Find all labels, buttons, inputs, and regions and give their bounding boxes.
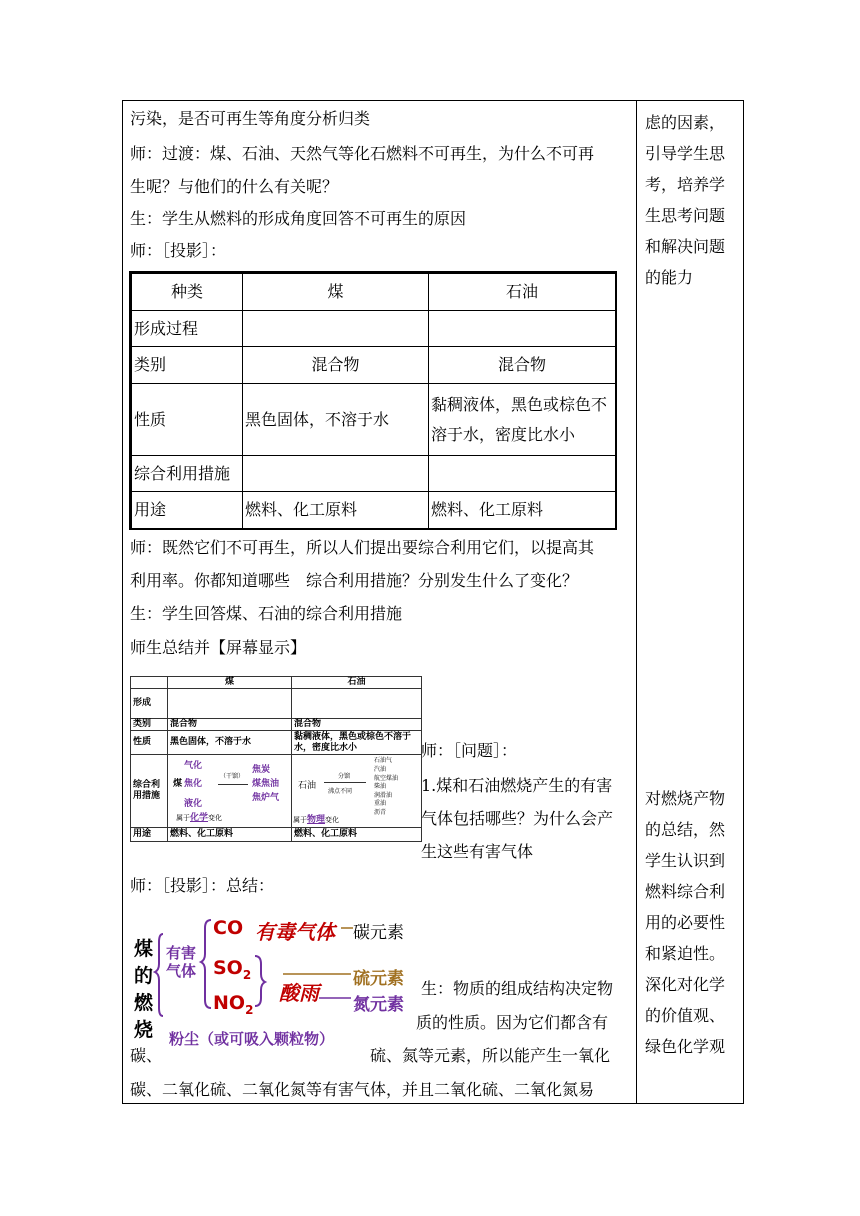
image-table-cell: 类别: [131, 719, 168, 731]
fuel-comparison-table: [129, 271, 617, 530]
coal-product: 煤焦油: [252, 779, 280, 790]
image-table-cell: 黑色固体，不溶于水: [168, 731, 292, 755]
table-cell: [429, 311, 616, 347]
nitrogen-element-label: 氮元素: [353, 995, 404, 1015]
table-cell: [243, 456, 429, 492]
carbon-element-label: 碳元素: [353, 923, 404, 943]
image-table-cell: [131, 677, 168, 689]
side-notes-top: 虑的因素， 引导学生思 考，培养学 生思考问题 和解决问题 的能力: [645, 113, 726, 287]
coal-condition: （干馏）: [220, 773, 245, 781]
dust-label: 粉尘（或可吸入颗粒物）: [169, 1030, 335, 1048]
table-cell: 综合利用措施: [132, 456, 243, 492]
coal-method: 气化: [184, 761, 203, 772]
explain-line-3-right: 硫、氮等元素，所以能产生一氧化: [370, 1046, 611, 1065]
coal-utilization-cell: [168, 755, 292, 827]
image-table-cell: 混合物: [292, 719, 422, 731]
after-table-line-4: 师生总结并【屏幕显示】: [130, 638, 307, 657]
oil-products: 石油气 汽油 航空煤油 柴油 润滑油 重油 沥青: [374, 757, 399, 816]
image-table-cell: 燃料、化工原料: [168, 827, 292, 841]
table-header-cell: 石油: [429, 274, 616, 311]
table-cell: 燃料、化工原料: [243, 492, 429, 529]
main-line-4: 生：学生从燃料的形成角度回答不可再生的原因: [130, 209, 467, 228]
screen-display-table: [130, 676, 421, 842]
image-table-cell: [168, 689, 292, 719]
after-table-line-2: 利用率。你都知道哪些 综合利用措施？分别发生什么了变化？: [130, 571, 579, 590]
table-cell: 黑色固体，不溶于水: [243, 384, 429, 456]
oil-arrow: [324, 782, 366, 783]
table-cell: 性质: [132, 384, 243, 456]
oil-word: 石油: [298, 781, 317, 792]
after-table-line-3: 生：学生回答煤、石油的综合利用措施: [130, 604, 403, 623]
coal-product: 焦炉气: [252, 793, 280, 804]
image-table-cell: 黏稠液体，黑色或棕色不溶于水，密度比水小: [292, 731, 422, 755]
table-cell: 燃料、化工原料: [429, 492, 616, 529]
summary-heading: 师：［投影］：总结：: [130, 876, 275, 895]
image-table-cell: 石油: [292, 677, 422, 689]
coal-method: 焦化: [184, 779, 203, 790]
question-line-4: 生这些有害气体: [421, 842, 534, 861]
combustion-summary-graphic: [131, 912, 425, 1050]
image-table-cell: 综合利用措施: [131, 755, 168, 827]
image-table-cell: 形成: [131, 689, 168, 719]
explain-line-1: 生：物质的组成结构决定物: [421, 979, 614, 998]
image-table-cell: 性质: [131, 731, 168, 755]
table-cell: [243, 311, 429, 347]
image-table-cell: [292, 689, 422, 719]
coal-product: 焦炭: [252, 765, 271, 776]
no2-formula: $NO_2$: [213, 992, 254, 1017]
side-notes-bottom: 对燃烧产物 的总结，然 学生认识到 燃料综合利 用的必要性 和紧迫性。 深化对化学 的价值观、 绿色化学观: [645, 789, 726, 1056]
oil-change-note: 属于物理变化: [293, 815, 340, 826]
table-cell: 混合物: [243, 347, 429, 384]
image-table-cell: 煤: [168, 677, 292, 689]
table-cell: 混合物: [429, 347, 616, 384]
main-line-5: 师：［投影］：: [130, 241, 227, 260]
after-table-line-1: 师：既然它们不可再生，所以人们提出要综合利用它们，以提高其: [130, 538, 595, 557]
coal-word: 煤: [173, 779, 183, 790]
co-formula: CO: [213, 917, 244, 939]
oil-arrow-label: 分馏: [338, 773, 351, 781]
column-divider: [636, 100, 637, 1104]
table-header-cell: 煤: [243, 274, 429, 311]
table-header-cell: 种类: [132, 274, 243, 311]
table-cell: 用途: [132, 492, 243, 529]
question-line-2: 1.煤和石油燃烧产生的有害: [421, 776, 613, 795]
oil-arrow-condition: 沸点不同: [328, 788, 353, 796]
so2-formula: $SO_2$: [213, 957, 252, 982]
image-table-cell: 燃料、化工原料: [292, 827, 422, 841]
coal-method: 液化: [184, 799, 203, 810]
table-cell: [429, 456, 616, 492]
explain-line-3-left: 碳、: [130, 1046, 163, 1065]
table-cell: 黏稠液体，黑色或棕色不溶于水，密度比水小: [429, 384, 616, 456]
oil-utilization-cell: [292, 755, 422, 827]
image-table-cell: 混合物: [168, 719, 292, 731]
explain-line-4: 碳、二氧化硫、二氧化氮等有害气体，并且二氧化硫、二氧化氮易: [130, 1080, 595, 1099]
main-line-3: 生呢？与他们的什么有关呢？: [130, 177, 339, 196]
question-line-1: 师：［问题］：: [421, 741, 518, 760]
main-line-1: 污染，是否可再生等角度分析归类: [130, 109, 371, 128]
table-cell: 类别: [132, 347, 243, 384]
sulfur-element-label: 硫元素: [353, 969, 404, 989]
toxic-gas-label: 有毒气体: [255, 920, 335, 944]
main-line-2: 师：过渡：煤、石油、天然气等化石燃料不可再生，为什么不可再: [130, 144, 595, 163]
image-table-cell: 用途: [131, 827, 168, 841]
question-line-3: 气体包括哪些？为什么会产: [421, 809, 614, 828]
acid-rain-label: 酸雨: [279, 981, 319, 1005]
summary-title: 煤 的 燃 烧: [134, 938, 154, 1041]
coal-change-note: 属于化学变化: [176, 813, 223, 824]
harmful-gas-label: 有害 气体: [166, 944, 197, 980]
table-cell: 形成过程: [132, 311, 243, 347]
coal-arrow: [218, 784, 248, 785]
explain-line-2: 质的性质。因为它们都含有: [416, 1013, 609, 1032]
